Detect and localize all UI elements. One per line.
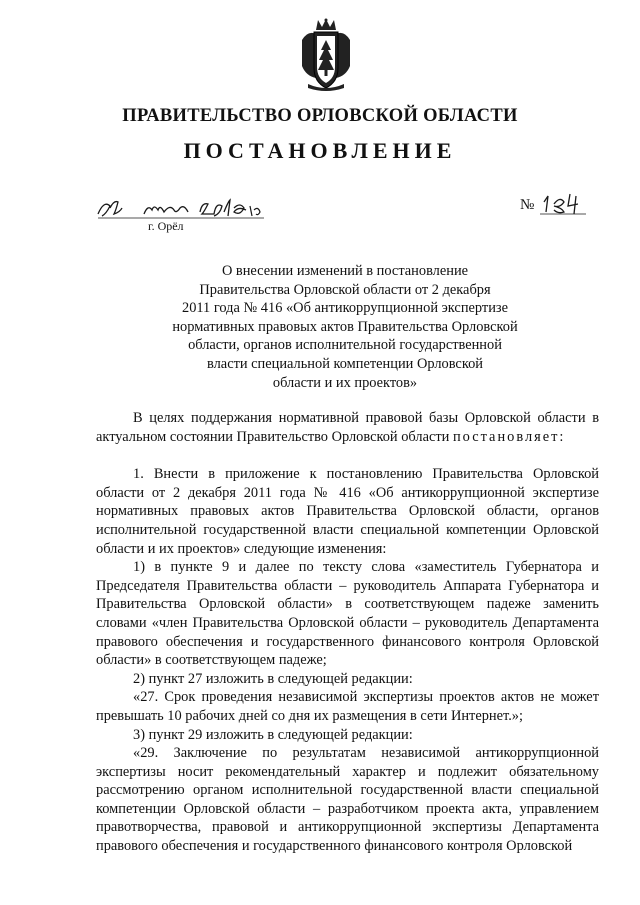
document-type: ПОСТАНОВЛЕНИЕ — [183, 138, 457, 163]
handwritten-number — [540, 190, 588, 216]
body-paragraph: 1) в пункте 9 и далее по тексту слова «заместитель Губернатора и Председателя Правительства области – руководитель Аппарата Губернатора и Правительства Орловской области» в соответствующем падеже заменить словами «член Правительства Орловской области – руководитель Департамента правового обеспечения и государственного финансового контроля Орловской области» в соответствующем падеже; — [96, 559, 599, 669]
preamble-paragraph — [96, 409, 599, 446]
subject-line: нормативных правовых актов Правительства Орловской — [172, 318, 518, 335]
coat-of-arms-icon — [298, 18, 354, 92]
subject-line: области и их проектов» — [272, 374, 418, 391]
city-label: г. Орёл — [148, 219, 184, 233]
preamble-verb: постановляет: — [452, 428, 566, 445]
subject-line: власти специальной компетенции Орловской — [207, 355, 483, 372]
body-paragraph: 1. Внести в приложение к постановлению Правительства Орловской области от 2 декабря 2011 года № 416 «Об антикоррупционной экспертизе нормативных правовых актов Правительства Орловской области, органов исполнительной государственной власти специальной компетенции Орловской области и их проектов» следующие изменения: — [96, 466, 599, 557]
body-paragraph: «27. Срок проведения независимой экспертизы проектов актов не может превышать 10 рабочих дней со дня их размещения в сети Интернет.»; — [96, 689, 599, 724]
subject-line: О внесении изменений в постановление — [221, 263, 469, 279]
preamble-text: В целях поддержания нормативной правовой базы Орловской области в актуальном состоянии Правительство Орловской области — [96, 410, 599, 445]
subject-line: 2011 года № 416 «Об антикоррупционной экспертизе — [182, 300, 508, 317]
body-paragraph: 3) пункт 29 изложить в следующей редакции: — [133, 726, 413, 743]
document-subject — [150, 262, 540, 392]
subject-line: Правительства Орловской области от 2 декабря — [199, 281, 491, 298]
authority-title: ПРАВИТЕЛЬСТВО ОРЛОВСКОЙ ОБЛАСТИ — [122, 106, 518, 126]
body-paragraph: «29. Заключение по результатам независимой антикоррупционной экспертизы носит рекомендательный характер и подлежит обязательному рассмотрению органом исполнительной государственной власти специальной компетенции Орловской области – разработчиком проекта акта, управлением правотворчества, правовой и антикоррупционной экспертизы Департамента правового обеспечения и государственного финансового контроля Орловской — [96, 745, 599, 855]
handwritten-date — [96, 194, 268, 220]
subject-line: области, органов исполнительной государственной — [188, 337, 502, 354]
number-label: № — [520, 197, 535, 213]
document-body — [96, 409, 599, 856]
body-paragraph: 2) пункт 27 изложить в следующей редакции: — [133, 670, 413, 687]
